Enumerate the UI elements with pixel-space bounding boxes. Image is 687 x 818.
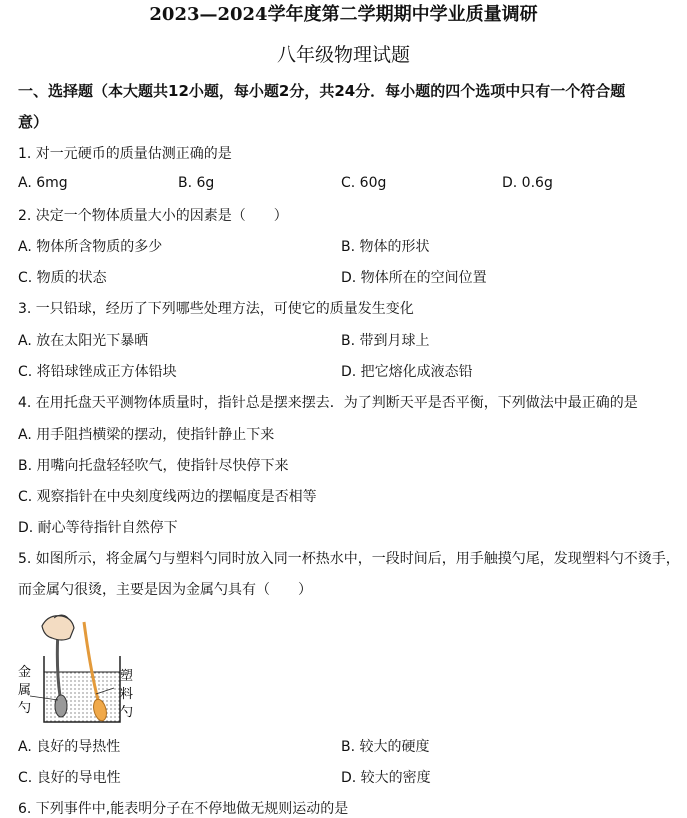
- section-heading-line1: 一、选择题（本大题共12小题，每小题2分，共24分．每小题的四个选项中只有一个符合题: [18, 82, 626, 100]
- exam-subtitle: 八年级物理试题: [276, 44, 410, 66]
- q4-option-b: B. 用嘴向托盘轻轻吹气，使指针尽快停下来: [18, 458, 289, 474]
- q2-option-c: C. 物质的状态: [18, 270, 107, 286]
- q2-option-d: D. 物体所在的空间位置: [341, 270, 487, 286]
- q1-option-a: A. 6mg: [18, 175, 68, 191]
- q1-option-d: D. 0.6g: [502, 175, 553, 191]
- spoons-in-hot-water-figure: [14, 608, 144, 728]
- section-heading-line2: 意）: [18, 113, 49, 131]
- q4-option-d: D. 耐心等待指针自然停下: [18, 520, 178, 536]
- question-4-stem: 4. 在用托盘天平测物体质量时，指针总是摆来摆去．为了判断天平是否平衡，下列做法中最正确的是: [18, 395, 638, 411]
- q3-option-b: B. 带到月球上: [341, 333, 430, 349]
- question-1-stem: 1. 对一元硬币的质量估测正确的是: [18, 146, 232, 162]
- question-2-stem: 2. 决定一个物体质量大小的因素是（ ）: [18, 208, 288, 224]
- hot-water: [44, 672, 120, 722]
- q1-option-c: C. 60g: [341, 175, 387, 191]
- question-3-stem: 3. 一只铅球，经历了下列哪些处理方法，可使它的质量发生变化: [18, 301, 414, 317]
- question-6-stem: 6. 下列事件中,能表明分子在不停地做无规则运动的是: [18, 801, 349, 817]
- q3-option-a: A. 放在太阳光下暴晒: [18, 333, 149, 349]
- q5-option-d: D. 较大的密度: [341, 770, 431, 786]
- question-5-stem-line2: 而金属勺很烫，主要是因为金属勺具有（ ）: [18, 582, 312, 598]
- q3-option-c: C. 将铅球锉成正方体铅块: [18, 364, 177, 380]
- hand-icon: [42, 616, 74, 640]
- plastic-spoon-label-3: 勺: [120, 705, 134, 720]
- exam-title: 2023—2024学年度第二学期期中学业质量调研: [149, 4, 538, 25]
- q4-option-a: A. 用手阻挡横梁的摆动，使指针静止下来: [18, 427, 275, 443]
- plastic-spoon-label-2: 料: [120, 687, 134, 702]
- q3-option-d: D. 把它熔化成液态铅: [341, 364, 473, 380]
- metal-spoon-label-3: 勺: [18, 701, 32, 716]
- q5-option-a: A. 良好的导热性: [18, 739, 121, 755]
- plastic-spoon-label-1: 塑: [120, 669, 134, 684]
- metal-spoon-label-2: 属: [18, 683, 32, 698]
- q5-option-b: B. 较大的硬度: [341, 739, 430, 755]
- q2-option-b: B. 物体的形状: [341, 239, 430, 255]
- metal-spoon-label-1: 金: [18, 665, 32, 680]
- q4-option-c: C. 观察指针在中央刻度线两边的摆幅度是否相等: [18, 489, 317, 505]
- metal-spoon-bowl: [55, 695, 67, 717]
- question-5-stem-line1: 5. 如图所示，将金属勺与塑料勺同时放入同一杯热水中，一段时间后，用手触摸勺尾，发现塑料勺不烫手，: [18, 551, 680, 567]
- q5-option-c: C. 良好的导电性: [18, 770, 121, 786]
- q2-option-a: A. 物体所含物质的多少: [18, 239, 163, 255]
- q1-option-b: B. 6g: [178, 175, 215, 191]
